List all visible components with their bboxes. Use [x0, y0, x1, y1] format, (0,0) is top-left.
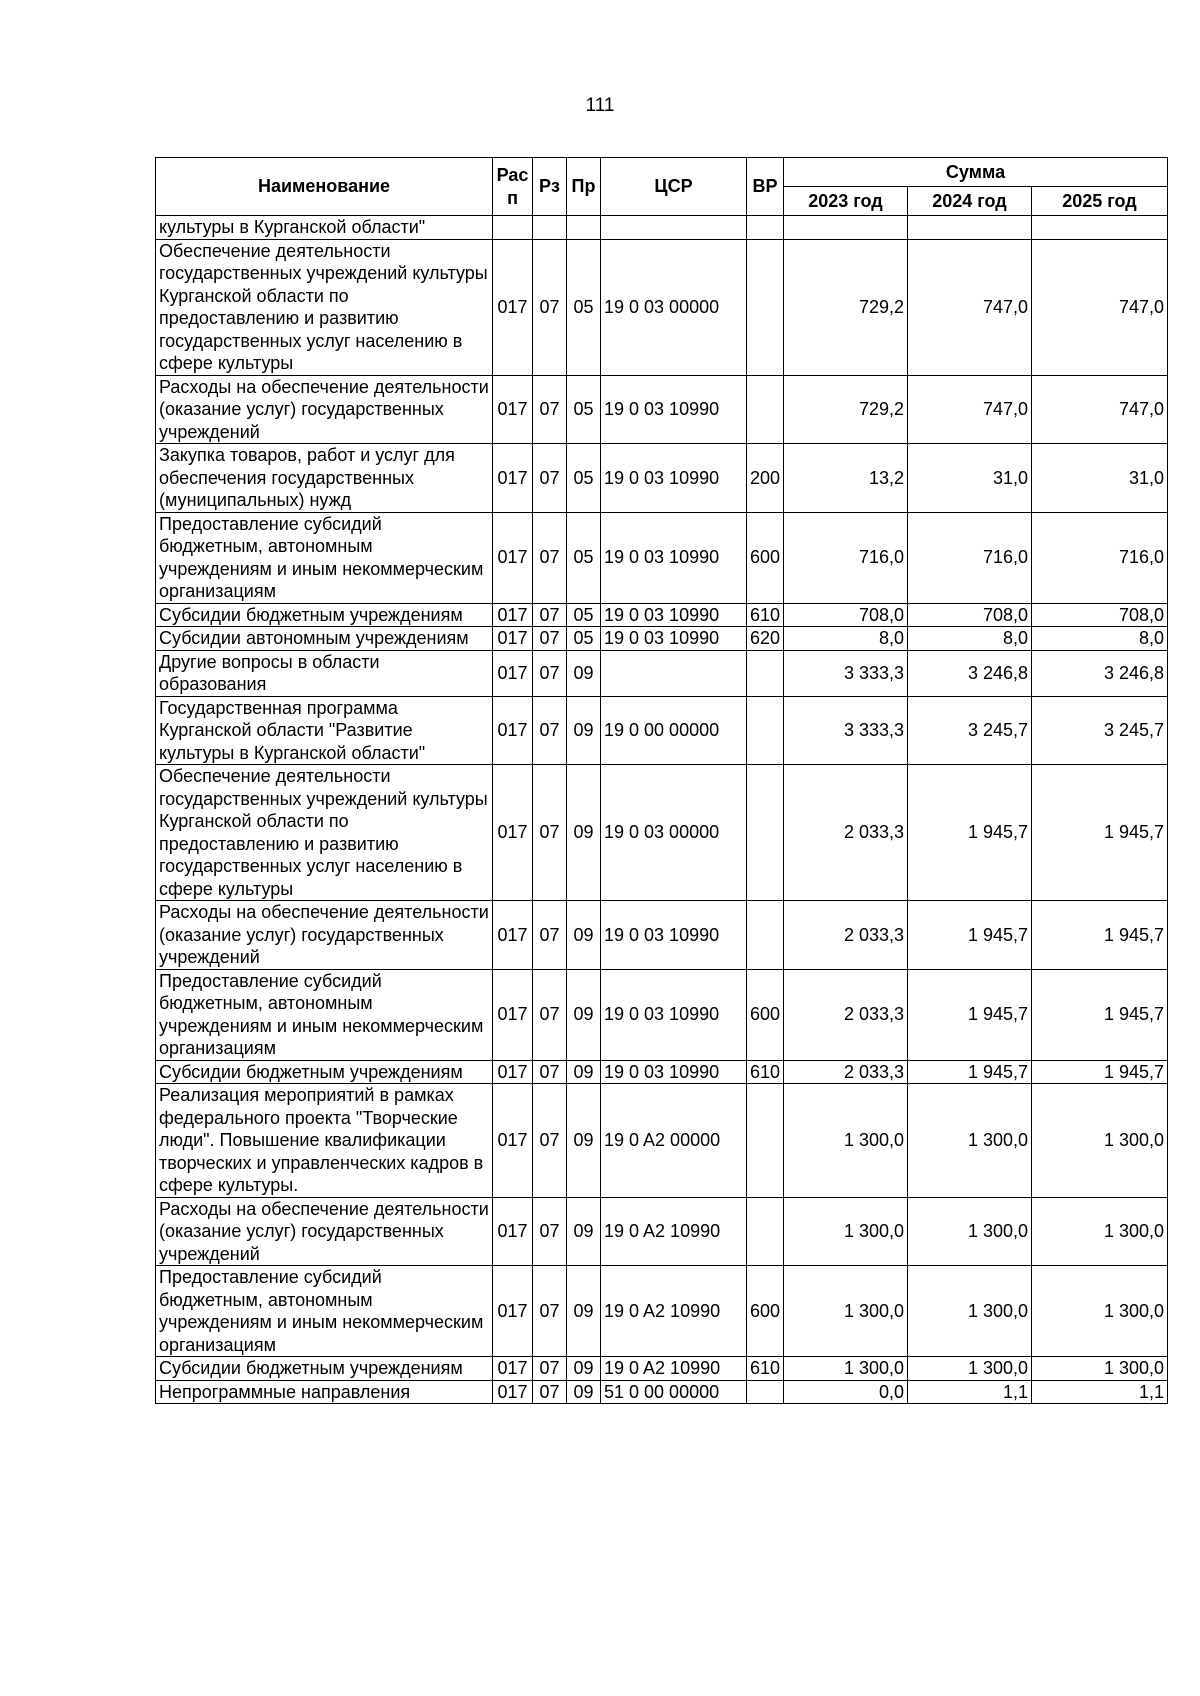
cell-rasp: 017 — [493, 1197, 533, 1266]
cell-name: Субсидии бюджетным учреждениям — [156, 603, 493, 627]
cell-rz: 07 — [533, 627, 567, 651]
cell-pr: 09 — [567, 1357, 601, 1381]
cell-rz: 07 — [533, 1197, 567, 1266]
cell-sum-2025 — [1032, 216, 1168, 240]
cell-sum-2025: 1,1 — [1032, 1380, 1168, 1404]
cell-sum-2024: 1 300,0 — [908, 1357, 1032, 1381]
cell-pr: 09 — [567, 1084, 601, 1198]
cell-csr: 19 0 03 10990 — [601, 969, 747, 1060]
cell-pr: 05 — [567, 239, 601, 375]
cell-sum-2024: 31,0 — [908, 444, 1032, 513]
cell-rz: 07 — [533, 1380, 567, 1404]
cell-name: Расходы на обеспечение деятельности (оказание услуг) государственных учреждений — [156, 1197, 493, 1266]
cell-pr: 09 — [567, 650, 601, 696]
cell-sum-2024: 747,0 — [908, 375, 1032, 444]
cell-sum-2023: 1 300,0 — [784, 1266, 908, 1357]
cell-rasp: 017 — [493, 650, 533, 696]
cell-sum-2025: 1 945,7 — [1032, 765, 1168, 901]
cell-name: Предоставление субсидий бюджетным, автономным учреждениям и иным некоммерческим организациям — [156, 1266, 493, 1357]
cell-sum-2025: 708,0 — [1032, 603, 1168, 627]
cell-sum-2023: 1 300,0 — [784, 1357, 908, 1381]
cell-vr: 620 — [747, 627, 784, 651]
cell-rz: 07 — [533, 375, 567, 444]
cell-sum-2023: 2 033,3 — [784, 969, 908, 1060]
table-row — [156, 444, 1168, 513]
cell-sum-2025: 8,0 — [1032, 627, 1168, 651]
header-csr: ЦСР — [601, 158, 747, 216]
cell-sum-2023: 3 333,3 — [784, 696, 908, 765]
cell-sum-2025: 747,0 — [1032, 239, 1168, 375]
cell-csr: 19 0 A2 10990 — [601, 1266, 747, 1357]
cell-sum-2023: 729,2 — [784, 239, 908, 375]
header-rasp: Рас п — [493, 158, 533, 216]
cell-sum-2024: 3 246,8 — [908, 650, 1032, 696]
table-row — [156, 375, 1168, 444]
cell-rasp: 017 — [493, 1380, 533, 1404]
cell-sum-2024: 1,1 — [908, 1380, 1032, 1404]
cell-vr: 610 — [747, 1060, 784, 1084]
cell-rasp: 017 — [493, 1266, 533, 1357]
cell-sum-2024: 1 300,0 — [908, 1084, 1032, 1198]
cell-sum-2023 — [784, 216, 908, 240]
cell-rz: 07 — [533, 1084, 567, 1198]
cell-sum-2023: 13,2 — [784, 444, 908, 513]
cell-rz: 07 — [533, 696, 567, 765]
cell-pr: 09 — [567, 901, 601, 970]
cell-sum-2023: 1 300,0 — [784, 1197, 908, 1266]
cell-sum-2025: 1 945,7 — [1032, 969, 1168, 1060]
cell-sum-2023: 0,0 — [784, 1380, 908, 1404]
cell-rz: 07 — [533, 765, 567, 901]
cell-name: Государственная программа Курганской области "Развитие культуры в Курганской области" — [156, 696, 493, 765]
table-row — [156, 239, 1168, 375]
cell-vr — [747, 765, 784, 901]
cell-vr: 600 — [747, 969, 784, 1060]
cell-sum-2023: 8,0 — [784, 627, 908, 651]
cell-rz: 07 — [533, 603, 567, 627]
cell-sum-2024: 708,0 — [908, 603, 1032, 627]
cell-pr: 09 — [567, 1197, 601, 1266]
table-row — [156, 1197, 1168, 1266]
cell-sum-2023: 708,0 — [784, 603, 908, 627]
cell-rasp: 017 — [493, 1060, 533, 1084]
cell-name: Предоставление субсидий бюджетным, автономным учреждениям и иным некоммерческим организациям — [156, 512, 493, 603]
cell-rz: 07 — [533, 1266, 567, 1357]
cell-name: Реализация мероприятий в рамках федерального проекта "Творческие люди". Повышение квалификации творческих и управленческих кадров в сфере культуры. — [156, 1084, 493, 1198]
cell-csr: 19 0 A2 10990 — [601, 1197, 747, 1266]
cell-sum-2024: 716,0 — [908, 512, 1032, 603]
cell-pr: 05 — [567, 375, 601, 444]
cell-csr: 19 0 03 00000 — [601, 765, 747, 901]
cell-csr — [601, 216, 747, 240]
cell-vr — [747, 696, 784, 765]
cell-pr: 05 — [567, 603, 601, 627]
cell-name: Закупка товаров, работ и услуг для обеспечения государственных (муниципальных) нужд — [156, 444, 493, 513]
cell-rasp: 017 — [493, 969, 533, 1060]
cell-sum-2024: 1 945,7 — [908, 901, 1032, 970]
cell-rasp: 017 — [493, 627, 533, 651]
cell-pr: 05 — [567, 512, 601, 603]
cell-sum-2025: 1 300,0 — [1032, 1357, 1168, 1381]
cell-name: культуры в Курганской области" — [156, 216, 493, 240]
cell-rz: 07 — [533, 1357, 567, 1381]
cell-rz: 07 — [533, 901, 567, 970]
header-pr: Пр — [567, 158, 601, 216]
cell-rz: 07 — [533, 512, 567, 603]
table-row — [156, 512, 1168, 603]
header-year-2023: 2023 год — [784, 187, 908, 216]
cell-sum-2024: 1 945,7 — [908, 1060, 1032, 1084]
cell-rz: 07 — [533, 444, 567, 513]
cell-vr — [747, 216, 784, 240]
cell-pr: 09 — [567, 765, 601, 901]
cell-pr: 09 — [567, 1380, 601, 1404]
cell-csr: 19 0 03 10990 — [601, 627, 747, 651]
cell-rasp: 017 — [493, 239, 533, 375]
cell-sum-2023: 2 033,3 — [784, 1060, 908, 1084]
header-vr: ВР — [747, 158, 784, 216]
cell-sum-2024: 3 245,7 — [908, 696, 1032, 765]
cell-name: Обеспечение деятельности государственных учреждений культуры Курганской области по предоставлению и развитию государственных услуг населению в сфере культуры — [156, 239, 493, 375]
table-row — [156, 1357, 1168, 1381]
cell-pr: 09 — [567, 1266, 601, 1357]
cell-csr: 19 0 03 00000 — [601, 239, 747, 375]
cell-vr — [747, 239, 784, 375]
header-year-2024: 2024 год — [908, 187, 1032, 216]
cell-sum-2024: 1 945,7 — [908, 969, 1032, 1060]
cell-pr: 09 — [567, 696, 601, 765]
cell-sum-2024 — [908, 216, 1032, 240]
cell-sum-2023: 716,0 — [784, 512, 908, 603]
cell-name: Субсидии бюджетным учреждениям — [156, 1357, 493, 1381]
cell-name: Обеспечение деятельности государственных учреждений культуры Курганской области по предоставлению и развитию государственных услуг населению в сфере культуры — [156, 765, 493, 901]
cell-csr: 19 0 A2 10990 — [601, 1357, 747, 1381]
cell-sum-2025: 1 945,7 — [1032, 1060, 1168, 1084]
page-number: 111 — [585, 95, 615, 116]
cell-sum-2025: 3 246,8 — [1032, 650, 1168, 696]
cell-rz: 07 — [533, 1060, 567, 1084]
cell-csr: 51 0 00 00000 — [601, 1380, 747, 1404]
cell-rasp — [493, 216, 533, 240]
cell-pr — [567, 216, 601, 240]
table-row — [156, 1266, 1168, 1357]
cell-vr: 600 — [747, 512, 784, 603]
cell-csr: 19 0 03 10990 — [601, 603, 747, 627]
cell-pr: 05 — [567, 444, 601, 513]
cell-vr — [747, 375, 784, 444]
cell-sum-2025: 31,0 — [1032, 444, 1168, 513]
cell-vr: 200 — [747, 444, 784, 513]
cell-sum-2025: 1 945,7 — [1032, 901, 1168, 970]
cell-vr: 610 — [747, 603, 784, 627]
cell-vr: 600 — [747, 1266, 784, 1357]
table-row — [156, 627, 1168, 651]
table-row — [156, 696, 1168, 765]
cell-sum-2025: 1 300,0 — [1032, 1197, 1168, 1266]
table-row — [156, 1060, 1168, 1084]
cell-pr: 05 — [567, 627, 601, 651]
header-year-2025: 2025 год — [1032, 187, 1168, 216]
table-row — [156, 901, 1168, 970]
cell-rz: 07 — [533, 969, 567, 1060]
cell-sum-2024: 1 300,0 — [908, 1266, 1032, 1357]
cell-sum-2023: 1 300,0 — [784, 1084, 908, 1198]
cell-rasp: 017 — [493, 444, 533, 513]
cell-sum-2025: 1 300,0 — [1032, 1084, 1168, 1198]
cell-csr: 19 0 03 10990 — [601, 901, 747, 970]
table-row — [156, 650, 1168, 696]
table-row — [156, 969, 1168, 1060]
table-row — [156, 1084, 1168, 1198]
cell-name: Непрограммные направления — [156, 1380, 493, 1404]
cell-sum-2023: 2 033,3 — [784, 901, 908, 970]
cell-rz: 07 — [533, 650, 567, 696]
cell-sum-2024: 1 300,0 — [908, 1197, 1032, 1266]
cell-rasp: 017 — [493, 901, 533, 970]
cell-sum-2023: 3 333,3 — [784, 650, 908, 696]
header-summa: Сумма — [784, 158, 1168, 187]
cell-csr: 19 0 00 00000 — [601, 696, 747, 765]
cell-sum-2025: 1 300,0 — [1032, 1266, 1168, 1357]
table-row — [156, 765, 1168, 901]
cell-vr — [747, 1197, 784, 1266]
table-row — [156, 603, 1168, 627]
cell-rasp: 017 — [493, 765, 533, 901]
cell-sum-2024: 8,0 — [908, 627, 1032, 651]
cell-sum-2024: 1 945,7 — [908, 765, 1032, 901]
budget-table — [155, 157, 1168, 1404]
cell-name: Субсидии бюджетным учреждениям — [156, 1060, 493, 1084]
cell-csr: 19 0 03 10990 — [601, 512, 747, 603]
table-body — [156, 216, 1168, 1404]
cell-vr — [747, 901, 784, 970]
cell-rasp: 017 — [493, 512, 533, 603]
cell-sum-2025: 747,0 — [1032, 375, 1168, 444]
cell-name: Расходы на обеспечение деятельности (оказание услуг) государственных учреждений — [156, 375, 493, 444]
cell-csr: 19 0 03 10990 — [601, 1060, 747, 1084]
cell-pr: 09 — [567, 969, 601, 1060]
cell-name: Предоставление субсидий бюджетным, автономным учреждениям и иным некоммерческим организациям — [156, 969, 493, 1060]
cell-name: Расходы на обеспечение деятельности (оказание услуг) государственных учреждений — [156, 901, 493, 970]
cell-csr — [601, 650, 747, 696]
cell-vr — [747, 1084, 784, 1198]
cell-rasp: 017 — [493, 696, 533, 765]
cell-csr: 19 0 03 10990 — [601, 375, 747, 444]
header-rz: Рз — [533, 158, 567, 216]
cell-sum-2025: 716,0 — [1032, 512, 1168, 603]
header-name: Наименование — [156, 158, 493, 216]
cell-rz — [533, 216, 567, 240]
cell-sum-2023: 2 033,3 — [784, 765, 908, 901]
cell-rasp: 017 — [493, 603, 533, 627]
cell-vr — [747, 650, 784, 696]
cell-vr — [747, 1380, 784, 1404]
cell-sum-2023: 729,2 — [784, 375, 908, 444]
cell-csr: 19 0 A2 00000 — [601, 1084, 747, 1198]
cell-name: Субсидии автономным учреждениям — [156, 627, 493, 651]
cell-pr: 09 — [567, 1060, 601, 1084]
table-row — [156, 216, 1168, 240]
cell-rasp: 017 — [493, 1357, 533, 1381]
cell-rasp: 017 — [493, 375, 533, 444]
table-row — [156, 1380, 1168, 1404]
cell-vr: 610 — [747, 1357, 784, 1381]
cell-sum-2024: 747,0 — [908, 239, 1032, 375]
cell-csr: 19 0 03 10990 — [601, 444, 747, 513]
cell-name: Другие вопросы в области образования — [156, 650, 493, 696]
cell-rz: 07 — [533, 239, 567, 375]
cell-rasp: 017 — [493, 1084, 533, 1198]
cell-sum-2025: 3 245,7 — [1032, 696, 1168, 765]
